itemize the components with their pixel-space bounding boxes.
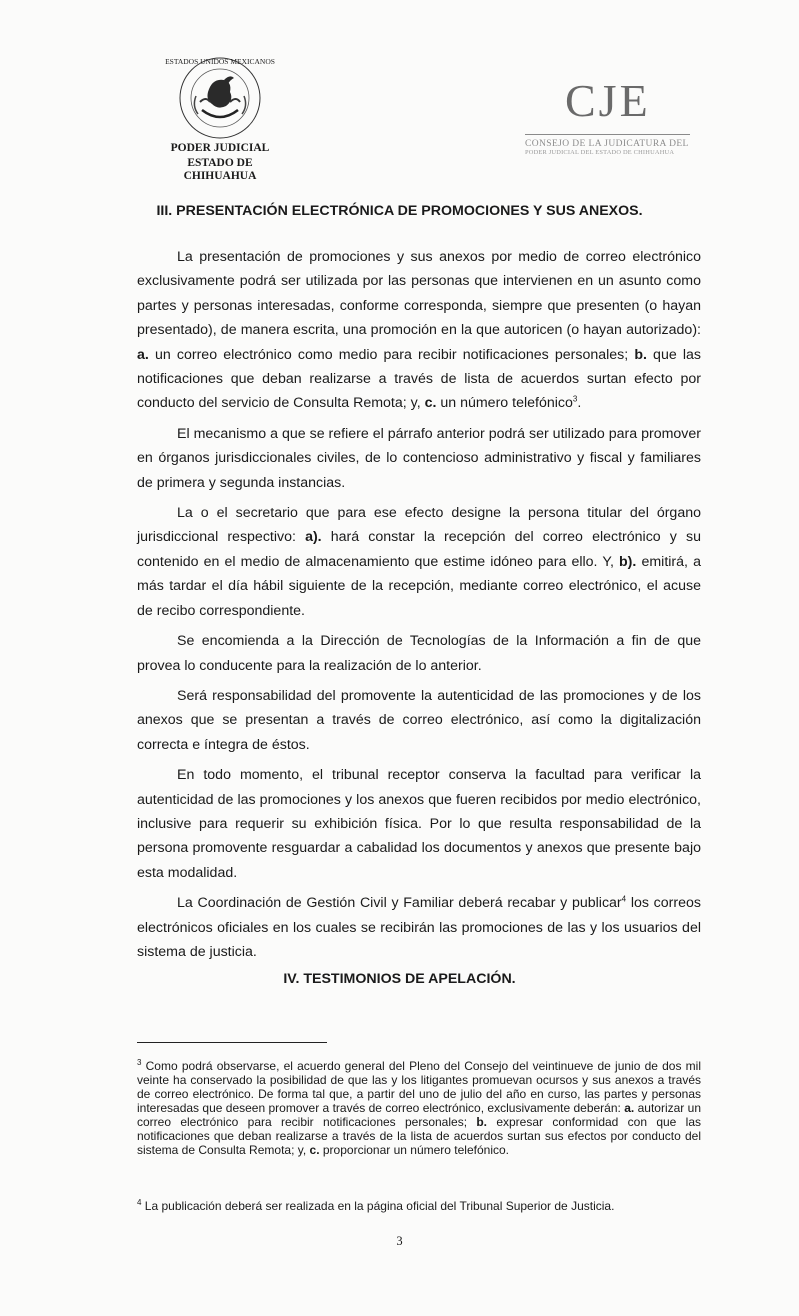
footnote-3: $^3$ Como podrá observarse, el acuerdo general del Pleno del Consejo del veintinueve de junio de dos mil veinte ha conservado la posibilidad de que las y los litigantes promuevan ocursos y sus anexos a través de correo electrónico. De forma tal que, a partir del uno de julio del año en curso, las partes y personas interesadas que deseen promover a través de correo electrónico, exclusivamente deberán: a. autorizar un correo electrónico para recibir notificaciones personales; b. expresar conformidad con que las notificaciones que deban realizarse a través de la lista de acuerdos surtan sus efectos por conducto del sistema de Consulta Remota; y, c. proporcionar un número telefónico.	[137, 1058, 702, 1157]
paragraph-6: En todo momento, el tribunal receptor conserva la facultad para verificar la autenticidad de las promociones y los anexos que fueren recibidos por medio electrónico, inclusive para requerir su exhibición física. Por lo que resulta responsabilidad de la persona promovente resguardar a cabalidad los documentos y anexos que presente bajo esta modalidad.	[137, 767, 701, 881]
footnote-ref-3: 3	[572, 394, 578, 404]
cje-divider	[525, 134, 690, 135]
cje-subtitle-small: PODER JUDICIAL DEL ESTADO DE CHIHUAHUA	[525, 149, 675, 156]
cje-logo	[525, 76, 695, 156]
footnote-divider	[137, 1042, 327, 1043]
estado-chihuahua-label: ESTADO DE CHIHUAHUA	[183, 157, 257, 182]
svg-text:ESTADOS UNIDOS MEXICANOS: ESTADOS UNIDOS MEXICANOS	[165, 57, 275, 66]
poder-judicial-logo	[150, 52, 290, 183]
paragraph-5: Será responsabilidad del promovente la autenticidad de las promociones y de los anexos que se presentan a través de correo electrónico, así como la digitalización correcta e íntegra de éstos.	[137, 687, 701, 753]
paragraph-2: El mecanismo a que se refiere el párrafo anterior podrá ser utilizado para promover en órganos jurisdiccionales civiles, de lo contencioso administrativo y fiscal y familiares de primera y segunda instancias.	[137, 425, 701, 491]
footnote-ref-4: 4	[621, 894, 627, 904]
mexican-coat-of-arms-icon	[165, 52, 275, 140]
section-4-heading: IV. TESTIMONIOS DE APELACIÓN.	[283, 971, 516, 987]
poder-judicial-label: PODER JUDICIAL	[170, 142, 270, 154]
paragraph-4: Se encomienda a la Dirección de Tecnologías de la Información a fin de que provea lo conducente para la realización de lo anterior.	[137, 633, 701, 674]
paragraph-1: La presentación de promociones y sus anexos por medio de correo electrónico exclusivamente podrá ser utilizada por las personas que intervienen en un asunto como partes y personas interesadas, conforme corresponda, siempre que presenten (o hayan presentado), de manera escrita, una promoción en la que autoricen (o hayan autorizado): a. un correo electrónico como medio para recibir notificaciones personales; b. que las notificaciones que deban realizarse a través de lista de acuerdos surtan efecto por conducto del servicio de Consulta Remota; y, c. un número telefónico$^3$.	[137, 249, 701, 412]
paragraph-7: La Coordinación de Gestión Civil y Familiar deberá recabar y publicar$^4$ los correos electrónicos oficiales en los cuales se recibirán las promociones de las y los usuarios del sistema de justicia.	[137, 894, 701, 960]
paragraph-3: La o el secretario que para ese efecto designe la persona titular del órgano jurisdiccional respectivo: a). hará constar la recepción del correo electrónico y su contenido en el medio de almacenamiento que estime idóneo para ello. Y, b). emitirá, a más tardar el día hábil siguiente de la recepción, mediante correo electrónico, el acuse de recibo correspondiente.	[137, 505, 701, 619]
document-body	[137, 245, 701, 970]
cje-subtitle: CONSEJO DE LA JUDICATURA DEL	[525, 139, 689, 149]
footnote-4: $^4$ La publicación deberá ser realizada en la página oficial del Tribunal Superior de Justicia.	[137, 1198, 615, 1213]
cje-wordmark: CJE	[565, 75, 651, 126]
section-3-heading: III. PRESENTACIÓN ELECTRÓNICA DE PROMOCIONES Y SUS ANEXOS.	[156, 203, 643, 219]
page-number: 3	[396, 1234, 403, 1248]
